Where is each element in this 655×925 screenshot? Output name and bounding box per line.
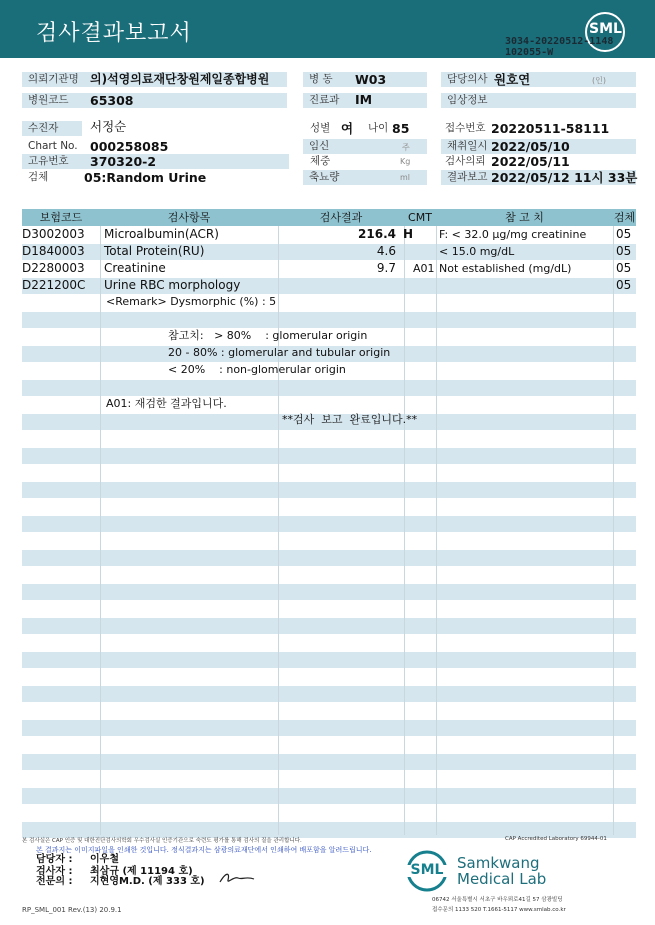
- id-value: 370320-2: [90, 154, 157, 169]
- company-address: 06742 서울특별시 서초구 바우뫼로41길 57 삼광빌딩: [432, 897, 563, 903]
- col-divider: [404, 209, 405, 835]
- row-result: 4.6: [376, 244, 396, 258]
- staff-name: 지현영M.D. (제 333 호): [90, 876, 205, 887]
- chart-value: 000258085: [90, 139, 169, 154]
- table-stripe: [22, 380, 636, 396]
- header-result: 검사결과: [319, 211, 363, 224]
- ref-line: < 20% : non-glomerular origin: [168, 363, 346, 376]
- row-code: D2280003: [22, 261, 85, 275]
- report-date-value: 2022/05/12 11시 33분: [491, 170, 638, 185]
- receipt-label: 접수번호: [445, 122, 486, 134]
- col-divider: [278, 209, 279, 835]
- age-value: 85: [392, 121, 410, 136]
- doctor-label: 담당의사: [441, 72, 491, 87]
- col-divider: [100, 209, 101, 835]
- dept-label: 진료과: [303, 93, 349, 108]
- row-result: 9.7: [376, 261, 396, 275]
- clinical-label: 임상정보: [441, 93, 636, 108]
- patient-label: 수진자: [22, 121, 82, 136]
- table-stripe: [22, 652, 636, 668]
- doc-no-line2: 102055-W: [505, 47, 554, 58]
- receipt-value: 20220511-58111: [491, 121, 610, 136]
- table-stripe: [22, 550, 636, 566]
- preg-label: 임신: [303, 139, 427, 154]
- request-value: 2022/05/11: [491, 154, 570, 169]
- sex-label: 성별: [310, 122, 331, 134]
- row-ref: F: < 32.0 μg/mg creatinine: [439, 228, 587, 241]
- doctor-value: 원호연: [494, 72, 531, 87]
- row-item: Creatinine: [104, 261, 166, 275]
- table-stripe: [22, 482, 636, 498]
- patient-value: 서정순: [90, 119, 127, 134]
- collect-label: 채취일시: [441, 139, 636, 154]
- header-code: 보험코드: [39, 211, 83, 224]
- staff-role: 전문의 :: [36, 876, 73, 887]
- specimen-value: 05:Random Urine: [84, 170, 207, 185]
- table-stripe: [22, 516, 636, 532]
- row-code: D1840003: [22, 244, 85, 258]
- ref-line: 참고치: > 80% : glomerular origin: [168, 329, 368, 342]
- doctor-sign: (인): [592, 76, 606, 85]
- end-note: **검사 보고 완료입니다.**: [282, 413, 418, 426]
- table-stripe: [22, 720, 636, 736]
- row-cmt: A01: [413, 262, 435, 275]
- sml-logo-text: SML: [589, 21, 622, 37]
- table-stripe: [22, 686, 636, 702]
- table-stripe: [22, 312, 636, 328]
- row-item: Microalbumin(ACR): [104, 227, 219, 241]
- image-notice: 본 결과지는 이미지파일을 인쇄한 것입니다. 정식결과지는 삼광의료재단에서 인쇄하여 배포함을 알려드립니다.: [36, 846, 372, 854]
- company-name-line1: Samkwang: [457, 854, 540, 872]
- table-stripe: [22, 788, 636, 804]
- row-flag: H: [403, 227, 414, 241]
- header-item: 검사항목: [167, 211, 211, 224]
- row-spec: 05: [616, 244, 632, 258]
- staff-role: 검사자 :: [36, 866, 73, 877]
- header-spec: 검체: [613, 211, 636, 224]
- age-label: 나이: [368, 122, 389, 134]
- report-title: 검사결과보고서: [36, 21, 192, 46]
- sex-value: 여: [341, 121, 354, 136]
- volume-unit: ml: [400, 173, 411, 182]
- row-result: 216.4: [358, 227, 396, 241]
- table-stripe: [22, 618, 636, 634]
- staff-name: 최삼규 (제 11194 호): [90, 866, 193, 877]
- row-code: D221200C: [22, 278, 86, 292]
- ward-label: 병 동: [303, 72, 349, 87]
- row-spec: 05: [616, 227, 632, 241]
- a01-note: A01: 재검한 결과입니다.: [106, 397, 227, 410]
- institution-value: 의)석영의료재단창원제일종합병원: [90, 72, 270, 86]
- header-cmt: CMT: [408, 211, 432, 224]
- row-item: Urine RBC morphology: [104, 278, 241, 292]
- collect-value: 2022/05/10: [491, 139, 570, 154]
- hospital-code-label: 병원코드: [22, 93, 82, 108]
- dept-value: IM: [355, 92, 373, 107]
- header-ref: 참 고 치: [505, 211, 544, 224]
- table-stripe: [22, 754, 636, 770]
- signature-icon: [218, 870, 258, 886]
- row-ref: < 15.0 mg/dL: [439, 245, 515, 258]
- request-label: 검사의뢰: [445, 155, 486, 167]
- company-name-line2: Medical Lab: [457, 870, 547, 888]
- row-code: D3002003: [22, 227, 85, 241]
- cap-accreditation: CAP Accredited Laboratory 69944-01: [505, 836, 607, 842]
- volume-label: 축뇨량: [303, 170, 427, 185]
- hospital-code-value: 65308: [90, 93, 134, 108]
- report-date-label: 결과보고: [441, 170, 636, 185]
- document-number: [505, 36, 613, 58]
- row-item: Total Protein(RU): [104, 244, 205, 258]
- staff-role: 담당자 :: [36, 854, 73, 865]
- form-id: RP_SML_001 Rev.(13) 20.9.1: [22, 906, 122, 914]
- table-header: [22, 209, 636, 226]
- id-label: 고유번호: [22, 154, 289, 169]
- institution-label: 의뢰기관명: [22, 72, 82, 87]
- preg-unit: 주: [402, 143, 410, 152]
- doc-no-line1: 3034-20220512-1148: [505, 36, 614, 47]
- table-stripe: [22, 584, 636, 600]
- ref-line: 20 - 80% : glomerular and tubular origin: [168, 346, 391, 359]
- sml-footer-logo-text: SML: [410, 862, 444, 878]
- col-divider: [613, 209, 614, 835]
- chart-label: Chart No.: [28, 140, 78, 152]
- weight-label: 체중: [310, 155, 331, 167]
- footer-fine-print: 본 검사실은 CAP 인증 및 대한진단검사의학회 우수검사실 인증기관으로 숙련도 평가를 통해 검사의 질을 관리합니다.: [22, 838, 302, 844]
- ward-value: W03: [355, 72, 387, 87]
- staff-name: 이우철: [90, 854, 119, 865]
- row-spec: 05: [616, 261, 632, 275]
- company-phone: 접수문의 1133 520 T.1661-5117 www.smlab.co.kr: [432, 907, 566, 913]
- remark-text: <Remark> Dysmorphic (%) : 5: [106, 295, 277, 308]
- weight-unit: Kg: [400, 157, 411, 166]
- table-stripe: [22, 448, 636, 464]
- row-spec: 05: [616, 278, 632, 292]
- row-ref: Not established (mg/dL): [439, 262, 572, 275]
- col-divider: [436, 209, 437, 835]
- specimen-label: 검체: [28, 171, 49, 183]
